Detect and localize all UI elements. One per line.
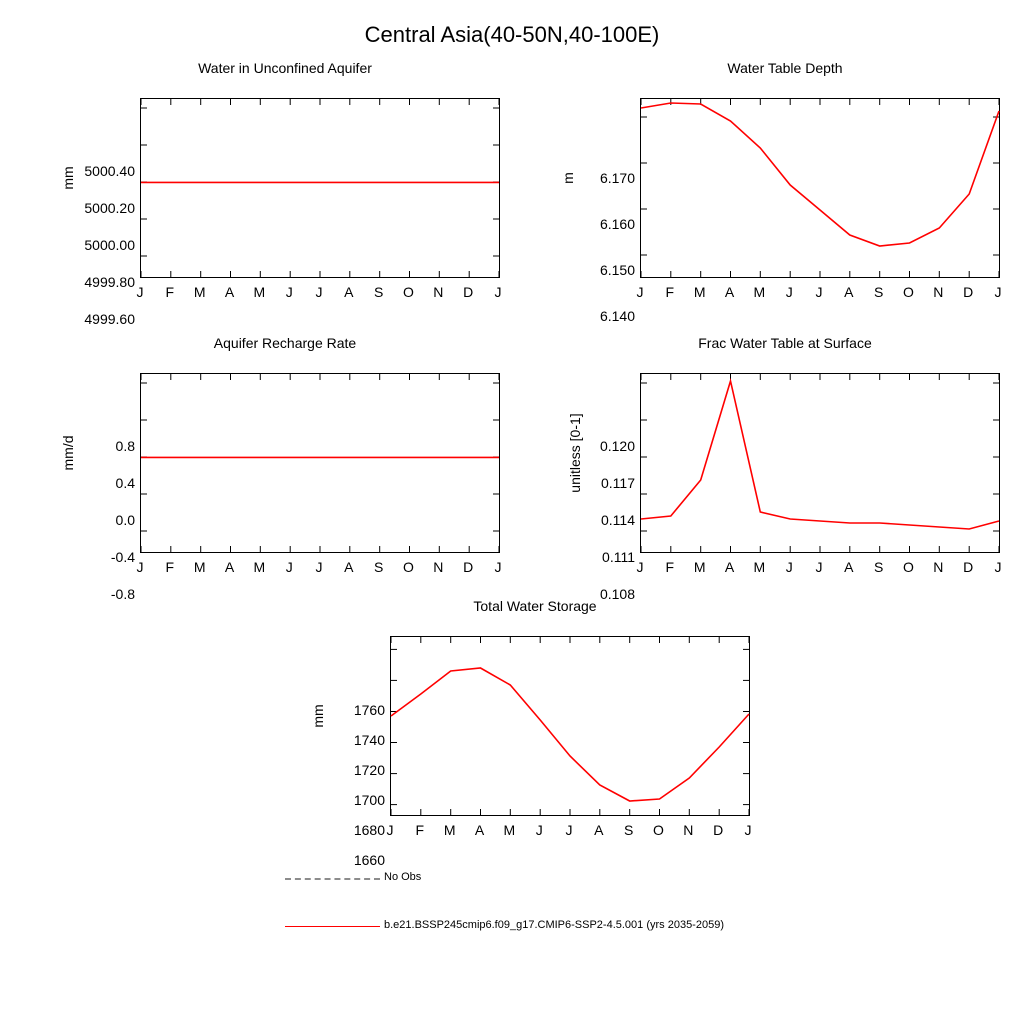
y-tick-label: 1660 bbox=[353, 852, 385, 868]
x-tick-label: A bbox=[344, 284, 354, 300]
x-tick-label: O bbox=[653, 822, 664, 838]
y-tick-label: -0.4 bbox=[110, 549, 135, 565]
plot-svg bbox=[641, 374, 999, 552]
y-tick-label: 6.150 bbox=[599, 262, 635, 278]
y-tick-label: 0.111 bbox=[602, 549, 635, 565]
y-tick-label: 0.108 bbox=[599, 586, 635, 602]
panel-total-water-storage bbox=[310, 598, 760, 868]
y-tick-label: 5000.00 bbox=[84, 237, 135, 253]
x-tick-label: O bbox=[903, 284, 914, 300]
plot-area bbox=[140, 98, 500, 278]
y-tick-label: 5000.20 bbox=[84, 200, 135, 216]
x-tick-label: N bbox=[683, 822, 694, 838]
x-tick-label: A bbox=[224, 284, 235, 300]
plot-svg bbox=[141, 99, 499, 277]
x-tick-label: J bbox=[785, 284, 793, 300]
x-tick-label: M bbox=[753, 284, 766, 300]
y-axis-label: mm bbox=[60, 166, 76, 190]
x-tick-label: F bbox=[165, 284, 175, 300]
x-tick-label: F bbox=[165, 559, 175, 575]
x-tick-label: D bbox=[463, 559, 474, 575]
x-tick-label: N bbox=[933, 284, 944, 300]
plot-area bbox=[640, 373, 1000, 553]
x-tick-label: N bbox=[933, 559, 944, 575]
x-tick-label: S bbox=[874, 559, 884, 575]
y-tick-label: 4999.60 bbox=[84, 311, 135, 327]
y-tick-label: 0.4 bbox=[115, 475, 135, 491]
x-tick-label: J bbox=[785, 559, 793, 575]
x-tick-label: A bbox=[594, 822, 604, 838]
x-tick-label: M bbox=[253, 284, 266, 300]
series-line bbox=[641, 103, 999, 246]
x-tick-label: O bbox=[403, 559, 414, 575]
x-tick-label: M bbox=[693, 284, 706, 300]
y-tick-label: 6.170 bbox=[599, 170, 635, 186]
panel-title: Frac Water Table at Surface bbox=[698, 335, 872, 351]
x-tick-label: S bbox=[374, 284, 384, 300]
x-tick-label: J bbox=[386, 822, 394, 838]
x-tick-label: J bbox=[565, 822, 573, 838]
x-tick-label: M bbox=[443, 822, 456, 838]
legend-obs-line bbox=[285, 878, 380, 880]
panel-title: Water Table Depth bbox=[727, 60, 843, 76]
y-axis-label: mm/d bbox=[60, 435, 76, 471]
y-tick-label: -0.8 bbox=[110, 586, 135, 602]
panel-aquifer-recharge-rate bbox=[60, 335, 510, 602]
x-tick-label: S bbox=[624, 822, 634, 838]
x-tick-label: M bbox=[693, 559, 706, 575]
x-tick-label: D bbox=[963, 284, 974, 300]
x-tick-label: A bbox=[474, 822, 485, 838]
plot-svg bbox=[641, 99, 999, 277]
x-tick-label: M bbox=[753, 559, 766, 575]
x-tick-label: F bbox=[665, 284, 675, 300]
y-tick-label: 1720 bbox=[353, 762, 385, 778]
panel-title: Water in Unconfined Aquifer bbox=[198, 60, 372, 76]
plot-svg bbox=[141, 374, 499, 552]
x-tick-label: A bbox=[724, 284, 735, 300]
y-tick-label: 0.114 bbox=[601, 512, 635, 528]
x-tick-label: J bbox=[815, 559, 823, 575]
x-tick-label: J bbox=[636, 284, 644, 300]
x-tick-label: M bbox=[253, 559, 266, 575]
x-tick-label: J bbox=[494, 559, 502, 575]
x-tick-label: F bbox=[415, 822, 425, 838]
plot-svg bbox=[391, 637, 749, 815]
series-line bbox=[391, 668, 749, 801]
panel-water-in-unconfined-aquifer bbox=[60, 60, 510, 327]
panel-title: Total Water Storage bbox=[473, 598, 597, 614]
panel-title: Aquifer Recharge Rate bbox=[213, 335, 357, 351]
y-axis-label: mm bbox=[310, 704, 326, 728]
y-tick-label: 0.0 bbox=[115, 512, 135, 528]
x-tick-label: A bbox=[724, 559, 735, 575]
x-tick-label: F bbox=[665, 559, 675, 575]
y-tick-label: 4999.80 bbox=[84, 274, 135, 290]
plot-area bbox=[390, 636, 750, 816]
legend-obs-label: No Obs bbox=[384, 871, 422, 883]
y-tick-label: 1760 bbox=[353, 702, 385, 718]
x-tick-label: J bbox=[315, 284, 323, 300]
x-tick-label: D bbox=[463, 284, 474, 300]
series-line bbox=[641, 381, 999, 529]
x-tick-label: O bbox=[903, 559, 914, 575]
panel-frac-water-table-at-surface bbox=[560, 335, 1010, 602]
x-tick-label: J bbox=[744, 822, 752, 838]
y-axis-label: m bbox=[560, 172, 576, 184]
panel-water-table-depth bbox=[560, 60, 1010, 324]
x-tick-label: J bbox=[535, 822, 543, 838]
x-tick-label: A bbox=[344, 559, 354, 575]
x-tick-label: J bbox=[994, 559, 1002, 575]
x-tick-label: S bbox=[374, 559, 384, 575]
x-tick-label: J bbox=[494, 284, 502, 300]
y-tick-label: 1680 bbox=[353, 822, 385, 838]
x-tick-label: J bbox=[994, 284, 1002, 300]
x-tick-label: J bbox=[136, 284, 144, 300]
y-axis-label: unitless [0-1] bbox=[567, 413, 583, 493]
x-tick-label: J bbox=[315, 559, 323, 575]
x-tick-label: N bbox=[433, 559, 444, 575]
y-tick-label: 0.8 bbox=[115, 438, 135, 454]
page-title: Central Asia(40-50N,40-100E) bbox=[364, 22, 660, 47]
y-tick-label: 6.140 bbox=[599, 308, 635, 324]
x-tick-label: S bbox=[874, 284, 884, 300]
y-tick-label: 5000.40 bbox=[84, 163, 135, 179]
x-tick-label: J bbox=[636, 559, 644, 575]
legend-series-label: b.e21.BSSP245cmip6.f09_g17.CMIP6-SSP2-4.5.001 (yrs 2035-2059) bbox=[384, 919, 724, 931]
x-tick-label: D bbox=[713, 822, 724, 838]
x-tick-label: J bbox=[136, 559, 144, 575]
x-tick-label: A bbox=[224, 559, 235, 575]
x-tick-label: O bbox=[403, 284, 414, 300]
plot-area bbox=[640, 98, 1000, 278]
y-tick-label: 0.117 bbox=[601, 475, 635, 491]
y-tick-label: 1700 bbox=[353, 792, 385, 808]
legend-series-line bbox=[285, 926, 380, 927]
y-tick-label: 1740 bbox=[353, 732, 385, 748]
x-tick-label: A bbox=[844, 559, 854, 575]
x-tick-label: M bbox=[193, 559, 206, 575]
x-tick-label: D bbox=[963, 559, 974, 575]
y-tick-label: 0.120 bbox=[599, 438, 635, 454]
legend bbox=[0, 860, 1024, 950]
x-tick-label: A bbox=[844, 284, 854, 300]
x-tick-label: J bbox=[285, 559, 293, 575]
x-tick-label: M bbox=[193, 284, 206, 300]
x-tick-label: J bbox=[285, 284, 293, 300]
x-tick-label: N bbox=[433, 284, 444, 300]
y-tick-label: 6.160 bbox=[599, 216, 635, 232]
x-tick-label: J bbox=[815, 284, 823, 300]
x-tick-label: M bbox=[503, 822, 516, 838]
plot-area bbox=[140, 373, 500, 553]
